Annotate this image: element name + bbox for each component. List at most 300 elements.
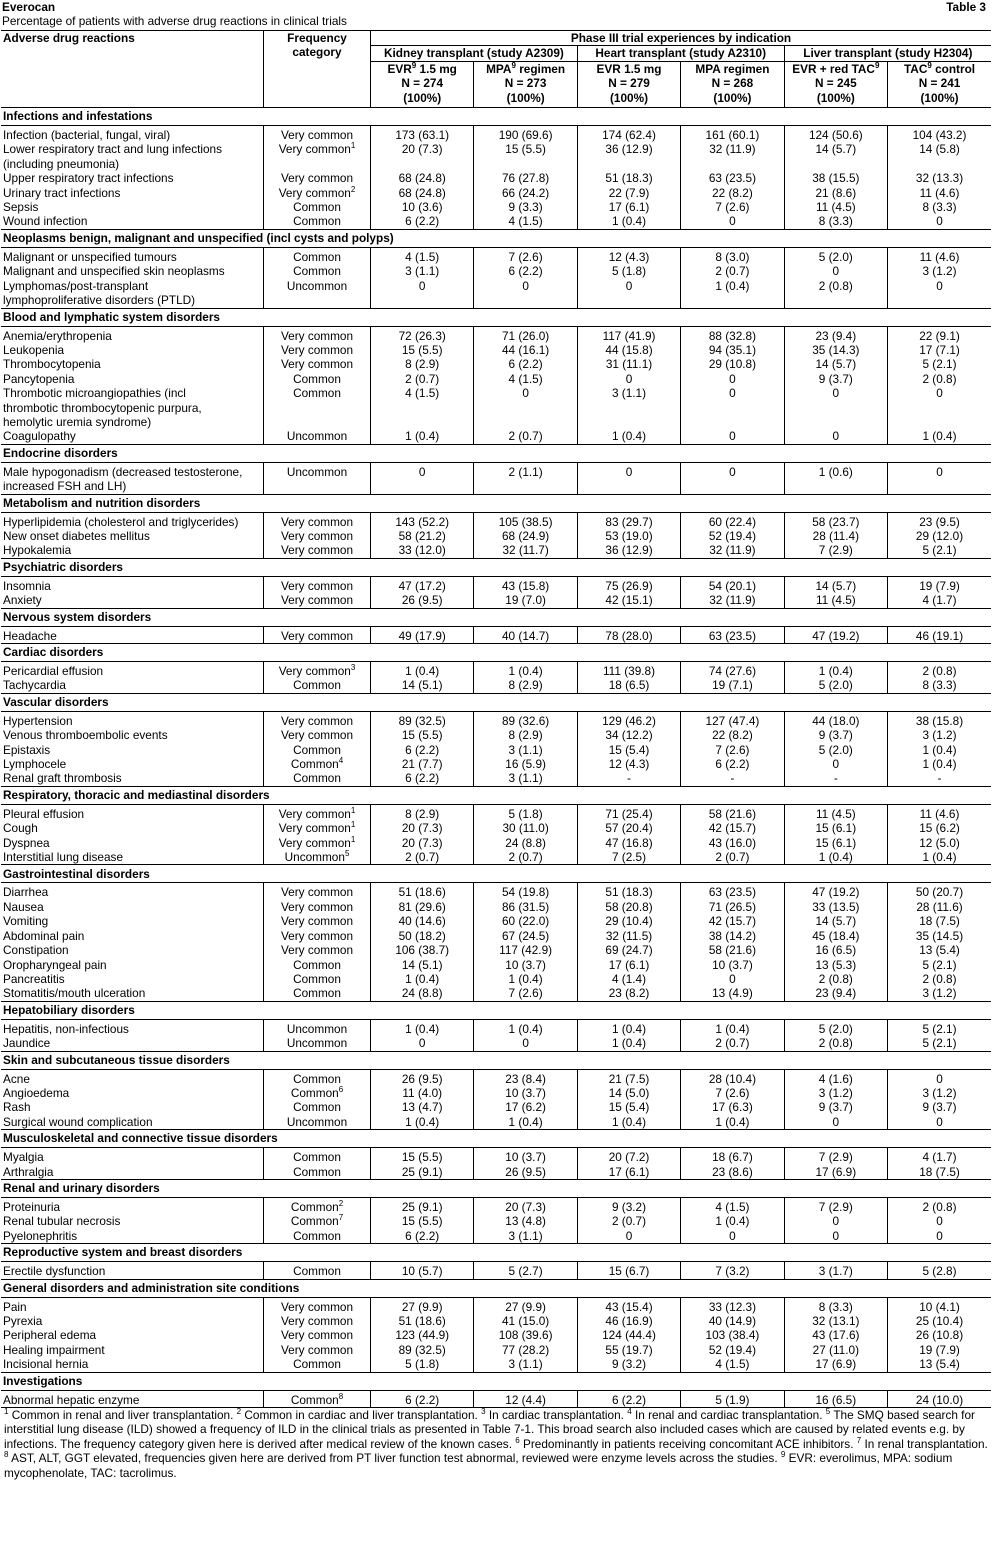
value-cell: 4 (1.5) [474, 372, 577, 386]
value-cell: 104 (43.2) [888, 126, 991, 143]
footnote-number: 1 [4, 1407, 9, 1417]
value-cell: 1 (0.6) [784, 462, 887, 494]
table-row [1, 757, 991, 771]
frequency-category: Common [264, 200, 371, 214]
value-cell: 1 (0.4) [888, 757, 991, 771]
reaction-name: Peripheral edema [3, 1328, 97, 1343]
table-header [1, 31, 991, 108]
reaction-name: Arthralgia [3, 1164, 54, 1179]
frequency-category: Very common [264, 1314, 371, 1328]
value-cell: 14 (5.0) [577, 1086, 680, 1100]
frequency-category: Common [264, 986, 371, 1001]
value-cell: 7 (3.2) [681, 1262, 784, 1279]
footnotes [1, 1407, 991, 1480]
reaction-name: Lymphomas/post-transplant lymphoproliferative disorders (PTLD) [3, 278, 196, 308]
value-cell: 3 (1.1) [474, 1357, 577, 1372]
value-cell: 5 (2.1) [888, 1019, 991, 1036]
frequency-category: Common [264, 386, 371, 429]
frequency-category: Very common [264, 1343, 371, 1357]
value-cell: 10 (3.7) [474, 1086, 577, 1100]
reaction-name: Infection (bacterial, fungal, viral) [3, 128, 171, 143]
value-cell: 1 (0.4) [371, 1019, 474, 1036]
value-cell: 11 (4.5) [784, 200, 887, 214]
footnote-text: AST, ALT, GGT elevated, frequencies given here are derived from PT liver function test abnormal, reviewed were enzyme levels across the studies. [11, 1451, 778, 1466]
section-title: Skin and subcutaneous tissue disorders [1, 1051, 991, 1069]
value-cell: 42 (15.7) [681, 914, 784, 928]
value-cell: 7 (2.9) [784, 543, 887, 558]
value-cell: 6 (2.2) [371, 1229, 474, 1244]
value-cell: 0 [888, 386, 991, 429]
frequency-category: Very common [264, 711, 371, 728]
value-cell: 7 (2.6) [474, 986, 577, 1001]
table-row [1, 1390, 991, 1407]
value-cell: 1 (0.4) [474, 1019, 577, 1036]
value-cell: 28 (10.4) [681, 1069, 784, 1086]
reaction-name: Leukopenia [3, 342, 65, 357]
value-cell: 44 (18.0) [784, 711, 887, 728]
value-cell: 30 (11.0) [474, 821, 577, 835]
value-cell: 71 (26.0) [474, 326, 577, 343]
frequency-category: Uncommon$^5$ [264, 850, 371, 865]
value-cell: 78 (28.0) [577, 626, 680, 643]
footnote-ref: 2 [338, 1199, 344, 1209]
value-cell: 27 (9.9) [474, 1297, 577, 1314]
section-header-row [1, 494, 991, 512]
table-row [1, 1229, 991, 1244]
value-cell: 54 (20.1) [681, 576, 784, 593]
value-cell: 13 (4.8) [474, 1214, 577, 1228]
value-cell: 9 (3.7) [888, 1100, 991, 1114]
value-cell: 15 (5.5) [474, 142, 577, 171]
value-cell: 18 (7.5) [888, 914, 991, 928]
frequency-category: Common [264, 372, 371, 386]
value-cell: 2 (0.8) [888, 662, 991, 679]
frequency-category: Common [264, 1165, 371, 1180]
value-cell: 5 (2.1) [888, 357, 991, 371]
value-cell: 10 (3.7) [474, 1148, 577, 1165]
value-cell: 15 (5.5) [371, 728, 474, 742]
value-cell: 20 (7.3) [474, 1197, 577, 1214]
footnote-ref: 9 [927, 60, 932, 70]
value-cell: 13 (5.4) [888, 1357, 991, 1372]
header-adverse-reactions: Adverse drug reactions [1, 31, 264, 108]
value-cell: 0 [784, 386, 887, 429]
frequency-category: Common [264, 958, 371, 972]
value-cell: 32 (13.3) [888, 171, 991, 185]
table-row [1, 1314, 991, 1328]
table-row [1, 1100, 991, 1114]
value-cell: 5 (2.0) [784, 743, 887, 757]
value-cell: 2 (0.7) [681, 264, 784, 278]
value-cell: 12 (4.3) [577, 757, 680, 771]
table-row [1, 662, 991, 679]
value-cell: 6 (2.2) [371, 1390, 474, 1407]
footnote-ref: 8 [338, 1391, 344, 1401]
table-row [1, 279, 991, 308]
value-cell: 7 (2.5) [577, 850, 680, 865]
frequency-category: Common [264, 1229, 371, 1244]
value-cell: 25 (10.4) [888, 1314, 991, 1328]
reaction-name: Acne [3, 1071, 30, 1086]
value-cell: 173 (63.1) [371, 126, 474, 143]
section-header-row [1, 1179, 991, 1197]
frequency-category: Very common [264, 1297, 371, 1314]
reaction-name: Hepatitis, non-infectious [3, 1021, 129, 1036]
table-row [1, 711, 991, 728]
header-group-1: Kidney transplant (study A2309) [371, 46, 578, 61]
reaction-name: Urinary tract infections [3, 185, 121, 200]
reaction-name: Malignant or unspecified tumours [3, 249, 177, 264]
table-row [1, 850, 991, 865]
reaction-name: Venous thromboembolic events [3, 728, 168, 743]
footnote [481, 1408, 624, 1422]
brand-name: Everocan [2, 0, 56, 14]
value-cell: 0 [784, 1115, 887, 1130]
reaction-name: Interstitial lung disease [3, 850, 124, 865]
footnote-ref: 4 [338, 756, 344, 766]
value-cell: 0 [681, 429, 784, 444]
value-cell: 51 (18.6) [371, 883, 474, 900]
value-cell: 21 (7.7) [371, 757, 474, 771]
value-cell: 0 [784, 264, 887, 278]
reaction-name: Vomiting [3, 914, 49, 929]
value-cell: 88 (32.8) [681, 326, 784, 343]
value-cell: 32 (11.9) [681, 142, 784, 171]
reaction-name: Cough [3, 821, 38, 836]
reaction-name: Jaundice [3, 1036, 51, 1051]
table-row [1, 1086, 991, 1100]
table-row [1, 883, 991, 900]
value-cell: 1 (0.4) [784, 662, 887, 679]
footnote-text: The SMQ based search for interstitial lung disease (ILD) showed a frequency of ILD in the clinical trials as presented in Table 7-1. This broad search also included cases which are caused by related events e.g. by infections. The frequency category given here is derived after medical review of the known cases. [4, 1408, 975, 1451]
footnote-number: 8 [4, 1450, 9, 1460]
section-title: Investigations [1, 1372, 991, 1390]
arm-pct: (100%) [403, 90, 442, 105]
section-title: Metabolism and nutrition disorders [1, 494, 991, 512]
value-cell: 3 (1.1) [474, 1229, 577, 1244]
value-cell: 89 (32.5) [371, 1343, 474, 1357]
value-cell: 32 (13.1) [784, 1314, 887, 1328]
table-row [1, 386, 991, 429]
value-cell: 15 (5.4) [577, 743, 680, 757]
section-title: Hepatobiliary disorders [1, 1001, 991, 1019]
frequency-category: Uncommon [264, 1115, 371, 1130]
value-cell: 4 (1.7) [888, 593, 991, 608]
value-cell: 1 (0.4) [371, 1115, 474, 1130]
value-cell: 2 (1.1) [474, 462, 577, 494]
value-cell: 11 (4.6) [888, 186, 991, 200]
section-title: Blood and lymphatic system disorders [1, 308, 991, 326]
value-cell: 10 (3.6) [371, 200, 474, 214]
frequency-category: Common [264, 1069, 371, 1086]
value-cell: 8 (3.3) [784, 1297, 887, 1314]
table-row [1, 1019, 991, 1036]
reaction-name: Proteinuria [3, 1199, 61, 1214]
value-cell: 11 (4.5) [784, 804, 887, 821]
arm-pct: (100%) [816, 90, 855, 105]
value-cell: 11 (4.5) [784, 593, 887, 608]
section-title: Respiratory, thoracic and mediastinal disorders [1, 786, 991, 804]
value-cell: 17 (6.1) [577, 958, 680, 972]
value-cell: 0 [888, 279, 991, 308]
value-cell: 3 (1.1) [474, 743, 577, 757]
value-cell: 15 (5.5) [371, 1214, 474, 1228]
value-cell: 52 (19.4) [681, 529, 784, 543]
value-cell: 1 (0.4) [371, 429, 474, 444]
value-cell: 38 (14.2) [681, 929, 784, 943]
footnote-number: 3 [481, 1407, 486, 1417]
value-cell: 9 (3.7) [784, 728, 887, 742]
section-header-row [1, 693, 991, 711]
value-cell: 1 (0.4) [681, 1214, 784, 1228]
value-cell: 66 (24.2) [474, 186, 577, 200]
value-cell: - [888, 771, 991, 786]
footnote-ref: 7 [338, 1213, 344, 1223]
arm-name: EVR [596, 61, 621, 76]
value-cell: 15 (6.2) [888, 821, 991, 835]
value-cell: 4 (1.5) [371, 247, 474, 264]
table-row [1, 214, 991, 229]
value-cell: 63 (23.5) [681, 171, 784, 185]
value-cell: 10 (4.1) [888, 1297, 991, 1314]
value-cell: 5 (2.1) [888, 958, 991, 972]
header-arm-6 [888, 61, 991, 107]
value-cell: 23 (9.5) [888, 512, 991, 529]
value-cell: 58 (21.6) [681, 943, 784, 957]
reaction-name: Rash [3, 1100, 31, 1115]
frequency-category: Very common [264, 529, 371, 543]
header-phase-iii: Phase III trial experiences by indication [371, 31, 992, 46]
value-cell: 2 (0.7) [474, 429, 577, 444]
value-cell: 40 (14.7) [474, 626, 577, 643]
value-cell: 19 (7.1) [681, 678, 784, 693]
arm-name: MPA [486, 61, 512, 76]
footnote [857, 1437, 988, 1451]
value-cell: 41 (15.0) [474, 1314, 577, 1328]
reaction-name: Myalgia [3, 1150, 44, 1165]
table-body [1, 108, 991, 1408]
section-title: Reproductive system and breast disorders [1, 1244, 991, 1262]
value-cell: 0 [888, 1229, 991, 1244]
table-row [1, 771, 991, 786]
value-cell: 17 (7.1) [888, 343, 991, 357]
section-header-row [1, 786, 991, 804]
table-row [1, 1148, 991, 1165]
value-cell: 4 (1.5) [681, 1197, 784, 1214]
footnote-ref: 1 [350, 141, 356, 151]
section-header-row [1, 1051, 991, 1069]
value-cell: 7 (2.6) [681, 743, 784, 757]
value-cell: 143 (52.2) [371, 512, 474, 529]
value-cell: 18 (6.7) [681, 1148, 784, 1165]
frequency-category: Common$^7$ [264, 1214, 371, 1228]
footnote [4, 1451, 778, 1465]
table-row [1, 1214, 991, 1228]
value-cell: 5 (2.1) [888, 543, 991, 558]
reaction-name: Abdominal pain [3, 928, 85, 943]
value-cell: 5 (2.0) [784, 678, 887, 693]
arm-name: EVR + red TAC [792, 61, 875, 76]
value-cell: 29 (12.0) [888, 529, 991, 543]
value-cell: 72 (26.3) [371, 326, 474, 343]
arm-dose: 1.5 mg [624, 61, 662, 76]
value-cell: 2 (0.8) [784, 279, 887, 308]
value-cell: 2 (0.8) [784, 1036, 887, 1051]
footnote-number: 6 [515, 1435, 520, 1445]
value-cell: 60 (22.4) [681, 512, 784, 529]
value-cell: 0 [681, 386, 784, 429]
frequency-category: Common$^2$ [264, 1197, 371, 1214]
table-caption: Percentage of patients with adverse drug reactions in clinical trials [2, 14, 347, 28]
section-title: Vascular disorders [1, 693, 991, 711]
value-cell: 6 (2.2) [474, 357, 577, 371]
value-cell: 15 (5.5) [371, 1148, 474, 1165]
table-row [1, 1357, 991, 1372]
value-cell: 1 (0.4) [681, 1019, 784, 1036]
value-cell: 27 (11.0) [784, 1343, 887, 1357]
value-cell: 21 (8.6) [784, 186, 887, 200]
section-header-row [1, 1279, 991, 1297]
value-cell: 2 (0.7) [681, 1036, 784, 1051]
value-cell: 13 (4.7) [371, 1100, 474, 1114]
value-cell: 5 (2.7) [474, 1262, 577, 1279]
frequency-category: Uncommon [264, 279, 371, 308]
value-cell: 60 (22.0) [474, 914, 577, 928]
value-cell: 1 (0.4) [888, 429, 991, 444]
value-cell: 35 (14.3) [784, 343, 887, 357]
value-cell: 5 (2.0) [784, 1019, 887, 1036]
value-cell: 77 (28.2) [474, 1343, 577, 1357]
value-cell: 4 (1.5) [474, 214, 577, 229]
value-cell: 1 (0.4) [474, 662, 577, 679]
header-arm-1 [371, 61, 474, 107]
value-cell: 58 (21.2) [371, 529, 474, 543]
footnote-number: 4 [627, 1407, 632, 1417]
reaction-name: Constipation [3, 943, 69, 958]
value-cell: 50 (20.7) [888, 883, 991, 900]
table-row [1, 529, 991, 543]
value-cell: 19 (7.0) [474, 593, 577, 608]
value-cell: 111 (39.8) [577, 662, 680, 679]
value-cell: 4 (1.6) [784, 1069, 887, 1086]
value-cell: 6 (2.2) [681, 757, 784, 771]
footnote-ref: 2 [350, 184, 356, 194]
value-cell: 3 (1.1) [577, 386, 680, 429]
value-cell: 6 (2.2) [371, 771, 474, 786]
frequency-category: Common [264, 264, 371, 278]
value-cell: 3 (1.1) [474, 771, 577, 786]
section-title: Nervous system disorders [1, 608, 991, 626]
value-cell: 9 (3.2) [577, 1357, 680, 1372]
value-cell: 55 (19.7) [577, 1343, 680, 1357]
value-cell: 17 (6.1) [577, 1165, 680, 1180]
frequency-category: Very common [264, 728, 371, 742]
value-cell: 20 (7.3) [371, 836, 474, 850]
value-cell: 15 (6.7) [577, 1262, 680, 1279]
table-row [1, 728, 991, 742]
value-cell: 8 (3.3) [888, 200, 991, 214]
value-cell: 47 (16.8) [577, 836, 680, 850]
value-cell: 1 (0.4) [681, 1115, 784, 1130]
value-cell: 2 (0.7) [371, 850, 474, 865]
value-cell: 10 (3.7) [474, 958, 577, 972]
table-row [1, 512, 991, 529]
value-cell: 17 (6.2) [474, 1100, 577, 1114]
value-cell: 47 (19.2) [784, 626, 887, 643]
value-cell: 26 (9.5) [371, 593, 474, 608]
value-cell: 0 [681, 972, 784, 986]
table-row [1, 200, 991, 214]
footnote-ref: 9 [411, 60, 417, 70]
value-cell: 2 (0.8) [888, 1197, 991, 1214]
table-row [1, 593, 991, 608]
footnote-ref: 9 [874, 60, 880, 70]
arm-n: N = 273 [504, 76, 547, 91]
value-cell: 1 (0.4) [371, 972, 474, 986]
value-cell: 3 (1.2) [784, 1086, 887, 1100]
table-row [1, 972, 991, 986]
value-cell: 16 (6.5) [784, 943, 887, 957]
value-cell: 19 (7.9) [888, 1343, 991, 1357]
reaction-name: Epistaxis [3, 742, 51, 757]
value-cell: 0 [474, 279, 577, 308]
reaction-name: Healing impairment [3, 1342, 105, 1357]
header-row [1, 31, 991, 46]
frequency-category: Very common [264, 900, 371, 914]
value-cell: 9 (3.7) [784, 372, 887, 386]
value-cell: 6 (2.2) [577, 1390, 680, 1407]
section-header-row [1, 865, 991, 883]
reaction-name: Angioedema [3, 1085, 70, 1100]
value-cell: 13 (5.4) [888, 943, 991, 957]
frequency-category: Common [264, 1100, 371, 1114]
footnote-text: EVR: everolimus, MPA: sodium mycophenolate, TAC: tacrolimus. [4, 1451, 953, 1480]
value-cell: 2 (0.7) [681, 850, 784, 865]
value-cell: 7 (2.9) [784, 1148, 887, 1165]
frequency-category: Very common [264, 126, 371, 143]
table-row [1, 171, 991, 185]
arm-dose: 1.5 mg [419, 61, 457, 76]
value-cell: 58 (21.6) [681, 804, 784, 821]
reaction-name: Anemia/erythropenia [3, 328, 112, 343]
value-cell: 1 (0.4) [474, 1115, 577, 1130]
section-title: Neoplasms benign, malignant and unspecified (incl cysts and polyps) [1, 229, 991, 247]
table-row [1, 126, 991, 143]
value-cell: 15 (6.1) [784, 821, 887, 835]
frequency-category: Uncommon [264, 1019, 371, 1036]
reaction-name: Pyrexia [3, 1314, 43, 1328]
value-cell: 2 (0.8) [888, 372, 991, 386]
reaction-name: Tachycardia [3, 678, 66, 693]
value-cell: 0 [371, 462, 474, 494]
table-row [1, 943, 991, 957]
arm-name: EVR [387, 61, 412, 76]
frequency-category: Very common [264, 343, 371, 357]
value-cell: 2 (0.7) [577, 1214, 680, 1228]
value-cell: 20 (7.2) [577, 1148, 680, 1165]
value-cell: 68 (24.9) [474, 529, 577, 543]
value-cell: 11 (4.0) [371, 1086, 474, 1100]
value-cell: 29 (10.8) [681, 357, 784, 371]
table-row [1, 821, 991, 835]
value-cell: 0 [888, 1115, 991, 1130]
table-row [1, 678, 991, 693]
value-cell: 8 (3.3) [888, 678, 991, 693]
value-cell: 0 [577, 1229, 680, 1244]
footnote-text: In cardiac transplantation. [488, 1408, 624, 1423]
table-row [1, 914, 991, 928]
table-row [1, 326, 991, 343]
